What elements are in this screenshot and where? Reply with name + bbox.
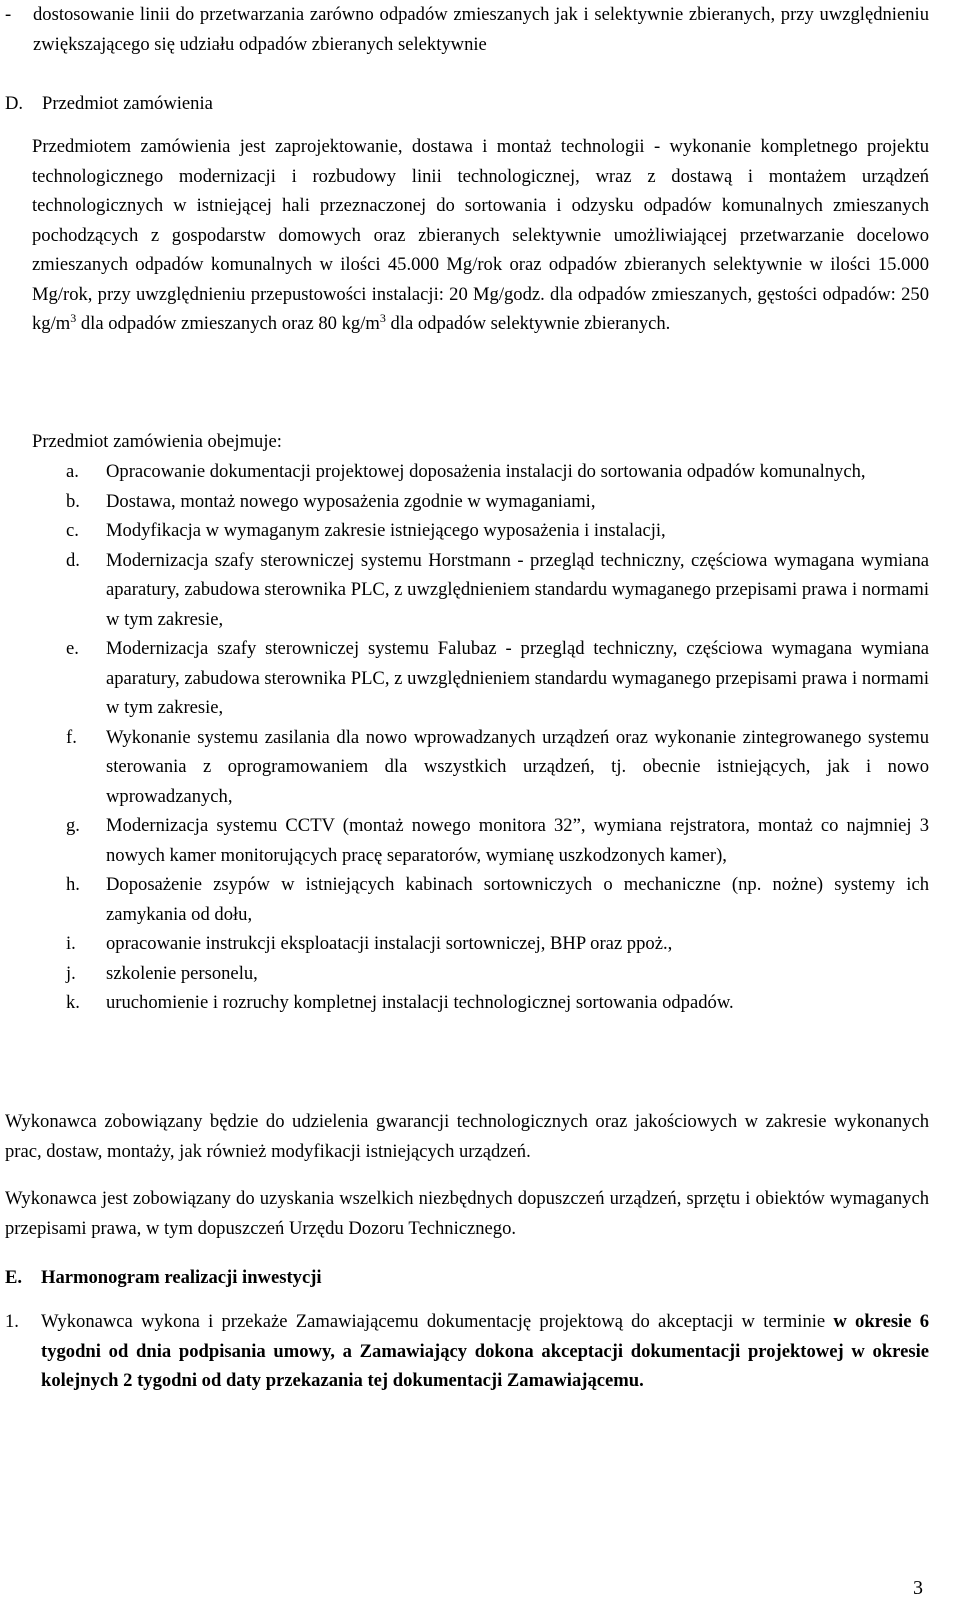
list-item-text: uruchomienie i rozruchy kompletnej instalacji technologicznej sortowania odpadów. bbox=[106, 992, 734, 1013]
list-marker: d. bbox=[66, 549, 80, 571]
list-marker: e. bbox=[66, 638, 79, 659]
list-item bbox=[66, 959, 929, 989]
intro-part3: dla odpadów selektywnie zbieranych. bbox=[385, 313, 671, 334]
list-item-text: opracowanie instrukcji eksploatacji instalacji sortowniczej, BHP oraz ppoż., bbox=[106, 933, 673, 954]
list-item bbox=[66, 811, 929, 870]
section-e-heading bbox=[5, 1263, 322, 1293]
list-item-text: Modernizacja szafy sterowniczej systemu Falubaz - przegląd techniczny, częściowa wymagana wymiana aparatury, zabudowa sterownika PLC, z uwzględnieniem standardu wymaganego przepisami prawa i normami w tym zakresie, bbox=[106, 638, 929, 718]
list-marker: i. bbox=[66, 933, 76, 954]
list-marker: k. bbox=[66, 992, 80, 1013]
permits-paragraph: Wykonawca jest zobowiązany do uzyskania wszelkich niezbędnych dopuszczeń urządzeń, sprzętu i obiektów wymaganych przepisami prawa, w tym dopuszczeń Urzędu Dozoru Technicznego. bbox=[5, 1188, 929, 1239]
list-marker: f. bbox=[66, 726, 77, 748]
list-marker: h. bbox=[66, 874, 80, 895]
dash-marker: - bbox=[5, 4, 12, 25]
list-item-text: szkolenie personelu, bbox=[106, 962, 258, 984]
list-item bbox=[66, 870, 929, 929]
list-item bbox=[66, 723, 929, 812]
list-item-text: Opracowanie dokumentacji projektowej doposażenia instalacji do sortowania odpadów komunalnych, bbox=[106, 461, 866, 482]
scope-list bbox=[66, 457, 929, 1018]
scope-label: Przedmiot zamówienia obejmuje: bbox=[32, 431, 282, 452]
list-item bbox=[66, 487, 929, 517]
section-d-title: Przedmiot zamówienia bbox=[42, 93, 213, 114]
list-item-text: Dostawa, montaż nowego wyposażenia zgodnie w wymaganiami, bbox=[106, 490, 596, 512]
list-marker: g. bbox=[66, 815, 80, 836]
section-e-marker: E. bbox=[5, 1267, 23, 1288]
section-d-intro bbox=[32, 132, 929, 339]
intro-sup1: 3 bbox=[70, 310, 77, 325]
schedule-text-normal: Wykonawca wykona i przekaże Zamawiającemu dokumentację projektową do akceptacji w terminie bbox=[41, 1311, 834, 1332]
schedule-item-marker: 1. bbox=[5, 1311, 19, 1332]
schedule-item-text bbox=[41, 1307, 929, 1396]
schedule-item-1 bbox=[5, 1307, 929, 1396]
intro-part1: Przedmiotem zamówienia jest zaprojektowanie, dostawa i montaż technologii - wykonanie kompletnego projektu technologicznego modernizacji i rozbudowy linii technologicznej, wraz z dostawą i montażem urządzeń technologicznych w istniejącej hali przeznaczonej do sortowania i odzysku odpadów komunalnych zmieszanych pochodzących z gospodarstw domowych oraz zbieranych selektywnie umożliwiającej przetwarzanie docelowo zmieszanych odpadów komunalnych w ilości 45.000 Mg/rok oraz odpadów zbieranych selektywnie w ilości 15.000 Mg/rok, przy uwzględnieniu przepustowości instalacji: 20 Mg/godz. dla odpadów zmieszanych, gęstości odpadów: 250 kg/m bbox=[32, 136, 929, 334]
list-marker: a. bbox=[66, 461, 79, 482]
list-item bbox=[66, 929, 929, 959]
page-number: 3 bbox=[913, 1577, 923, 1599]
list-item bbox=[66, 516, 929, 546]
intro-part2: dla odpadów zmieszanych oraz 80 kg/m bbox=[76, 313, 380, 334]
list-item-text: Modernizacja szafy sterowniczej systemu Horstmann - przegląd techniczny, częściowa wymagana wymiana aparatury, zabudowa sterownika PLC, z uwzględnieniem standardu wymaganego przepisami prawa i normami w tym zakresie, bbox=[106, 549, 929, 630]
schedule-text-bold: w okresie 6 tygodni od dnia podpisania umowy, a Zamawiający dokona akceptacji dokumentacji projektowej w okresie kolejnych 2 tygodni od daty przekazania tej dokumentacji Zamawiającemu. bbox=[41, 1311, 929, 1391]
list-marker: b. bbox=[66, 490, 80, 512]
list-item bbox=[66, 634, 929, 723]
list-marker: c. bbox=[66, 520, 79, 541]
section-e-title: Harmonogram realizacji inwestycji bbox=[41, 1267, 322, 1288]
list-marker: j. bbox=[66, 962, 76, 984]
list-item bbox=[66, 457, 929, 487]
section-d-marker: D. bbox=[5, 93, 24, 114]
list-item-text: Modyfikacja w wymaganym zakresie istniejącego wyposażenia i instalacji, bbox=[106, 520, 666, 541]
section-d-heading bbox=[5, 89, 213, 119]
guarantee-paragraph: Wykonawca zobowiązany będzie do udzielenia gwarancji technologicznych oraz jakościowych w zakresie wykonanych prac, dostaw, montaży, jak również modyfikacji istniejących urządzeń. bbox=[5, 1111, 929, 1162]
list-item bbox=[66, 546, 929, 635]
top-item-text: dostosowanie linii do przetwarzania zarówno odpadów zmieszanych jak i selektywnie zbieranych, przy uwzględnieniu zwiększającego się udziału odpadów zbieranych selektywnie bbox=[33, 4, 929, 55]
list-item-text: Doposażenie zsypów w istniejących kabinach sortowniczych o mechaniczne (np. nożne) systemy ich zamykania od dołu, bbox=[106, 874, 929, 925]
list-item-text: Wykonanie systemu zasilania dla nowo wprowadzanych urządzeń oraz wykonanie zintegrowanego systemu sterowania z oprogramowaniem dla wszystkich urządzeń, tj. obecnie istniejących, jak i nowo wprowadzanych, bbox=[106, 726, 929, 807]
top-dash-item bbox=[5, 0, 929, 59]
intro-sup2: 3 bbox=[379, 310, 386, 325]
list-item bbox=[66, 988, 929, 1018]
list-item-text: Modernizacja systemu CCTV (montaż nowego monitora 32”, wymiana rejstratora, montaż co najmniej 3 nowych kamer monitorujących pracę separatorów, wymianę uszkodzonych kamer), bbox=[106, 815, 929, 866]
